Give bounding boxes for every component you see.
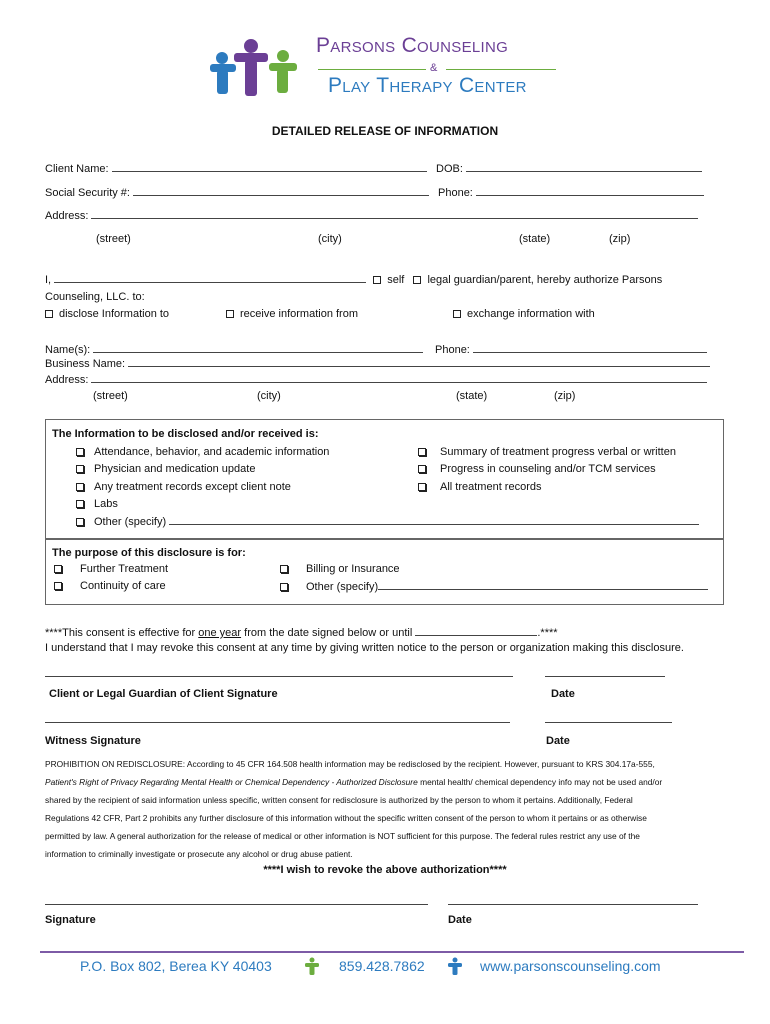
witness-date-label: Date (546, 735, 570, 747)
info-item-label: Physician and medication update (94, 463, 256, 475)
revoke-date-label: Date (448, 914, 472, 926)
info-other-field[interactable] (169, 515, 699, 525)
business-label: Business Name: (45, 358, 126, 370)
client-phone-label: Phone: (438, 187, 473, 199)
info-item-label: Summary of treatment progress verbal or written (440, 446, 676, 458)
info-item (76, 481, 291, 493)
recipient-street-caption: (street) (93, 390, 128, 402)
authorize-line2: Counseling, LLC. to: (45, 291, 145, 303)
consent-line (45, 626, 558, 639)
footer-website[interactable]: www.parsonscounseling.com (480, 958, 661, 974)
receive-option (226, 308, 358, 320)
consent-text: ****This consent is effective for (45, 627, 199, 639)
revoke-notice: I understand that I may revoke this consent at any time by giving written notice to the person or organization making this disclosure. (45, 642, 684, 654)
org-name-line2: Play Therapy Center (328, 74, 527, 97)
purpose-heading: The purpose of this disclosure is for: (52, 547, 246, 559)
recipient-phone-label: Phone: (435, 344, 470, 356)
self-checkbox[interactable] (373, 276, 381, 284)
logo-divider (318, 69, 426, 70)
client-name-row (45, 162, 427, 175)
purpose-item-other (280, 580, 708, 593)
authorizer-name-field[interactable] (54, 273, 366, 283)
revoke-signature-line[interactable] (45, 904, 428, 905)
logo-divider (446, 69, 556, 70)
legal-line: Regulations 42 CFR, Part 2 prohibits any further disclosure of this information without the specific written consent of the person to whom it pertains or as otherwise (45, 813, 647, 823)
revoke-signature-label: Signature (45, 914, 96, 926)
dob-field[interactable] (466, 162, 702, 172)
guardian-label: legal guardian/parent, hereby authorize Parsons (427, 274, 663, 286)
business-row (45, 357, 710, 370)
exchange-label: exchange information with (467, 308, 595, 320)
purpose-checkbox[interactable] (54, 565, 62, 573)
receive-label: receive information from (240, 308, 358, 320)
recipient-address-field[interactable] (91, 373, 707, 383)
info-item-label: Other (specify) (94, 516, 167, 528)
info-item (418, 463, 656, 475)
client-zip-caption: (zip) (609, 233, 631, 245)
recipient-state-caption: (state) (456, 390, 488, 402)
exchange-option (453, 308, 595, 320)
purpose-item-label: Continuity of care (80, 580, 166, 592)
info-item (418, 481, 541, 493)
info-checkbox[interactable] (76, 465, 84, 473)
client-signature-line[interactable] (45, 676, 513, 677)
recipient-names-field[interactable] (93, 343, 423, 353)
authorize-prefix: I, (45, 274, 52, 286)
recipient-names-label: Name(s): (45, 344, 91, 356)
client-phone-field[interactable] (476, 186, 704, 196)
info-item-label: Attendance, behavior, and academic information (94, 446, 330, 458)
purpose-item-label: Billing or Insurance (306, 563, 400, 575)
business-field[interactable] (128, 357, 710, 367)
info-item (76, 446, 329, 458)
purpose-item-label: Further Treatment (80, 563, 169, 575)
recipient-city-caption: (city) (257, 390, 281, 402)
footer-figure-icon (303, 957, 321, 975)
ssn-row (45, 186, 429, 199)
client-address-label: Address: (45, 210, 89, 222)
info-checkbox[interactable] (76, 483, 84, 491)
client-date-line[interactable] (545, 676, 665, 677)
purpose-item-label: Other (specify) (306, 581, 379, 593)
recipient-names-row (45, 343, 423, 356)
info-item (76, 498, 118, 510)
legal-line: information to criminally investigate or prosecute any alcohol or drug abuse patient. (45, 849, 353, 859)
disclose-option (45, 308, 169, 320)
receive-checkbox[interactable] (226, 310, 234, 318)
self-label: self (387, 274, 405, 286)
purpose-item (54, 563, 168, 575)
info-item-label: All treatment records (440, 481, 542, 493)
client-street-caption: (street) (96, 233, 131, 245)
legal-line: shared by the recipient of said information unless specific, written consent for redisclosure is authorized by the person to whom it pertains. Additionally, Federal (45, 795, 633, 805)
purpose-item (280, 563, 400, 575)
purpose-checkbox[interactable] (280, 583, 288, 591)
recipient-zip-caption: (zip) (554, 390, 576, 402)
legal-text (45, 755, 662, 863)
consent-text: .**** (537, 627, 558, 639)
revoke-heading: ****I wish to revoke the above authorization**** (263, 864, 507, 876)
recipient-phone-field[interactable] (473, 343, 707, 353)
guardian-checkbox[interactable] (413, 276, 421, 284)
revoke-date-line[interactable] (448, 904, 698, 905)
info-item-label: Any treatment records except client note (94, 481, 291, 493)
info-item (76, 463, 255, 475)
info-checkbox[interactable] (76, 518, 84, 526)
purpose-item (54, 580, 166, 592)
witness-signature-label: Witness Signature (45, 735, 141, 747)
info-checkbox[interactable] (418, 448, 426, 456)
info-item-other (76, 515, 699, 528)
purpose-checkbox[interactable] (280, 565, 288, 573)
recipient-address-row (45, 373, 707, 386)
recipient-address-label: Address: (45, 374, 89, 386)
dob-row (436, 162, 702, 175)
client-state-caption: (state) (519, 233, 551, 245)
footer-figure-icon (446, 957, 464, 975)
legal-line-rest: mental health/ chemical dependency info may not be used and/or (417, 777, 663, 787)
org-ampersand: & (430, 62, 438, 74)
dob-label: DOB: (436, 163, 463, 175)
document-title: DETAILED RELEASE OF INFORMATION (271, 124, 499, 138)
consent-until-field[interactable] (415, 626, 537, 636)
client-name-field[interactable] (112, 162, 427, 172)
info-checkbox[interactable] (76, 500, 84, 508)
legal-line (45, 773, 662, 791)
client-address-row (45, 209, 698, 222)
exchange-checkbox[interactable] (453, 310, 461, 318)
client-phone-row (438, 186, 704, 199)
client-city-caption: (city) (318, 233, 342, 245)
consent-text: from the date signed below or until (241, 627, 413, 639)
information-heading: The Information to be disclosed and/or received is: (52, 428, 319, 440)
witness-signature-line[interactable] (45, 722, 510, 723)
client-date-label: Date (551, 688, 575, 700)
info-item (418, 446, 676, 458)
info-item-label: Labs (94, 498, 118, 510)
client-signature-label: Client or Legal Guardian of Client Signature (49, 688, 278, 700)
info-checkbox[interactable] (418, 465, 426, 473)
recipient-phone-row (435, 343, 707, 356)
disclose-checkbox[interactable] (45, 310, 53, 318)
ssn-label: Social Security #: (45, 187, 130, 199)
footer-divider (40, 951, 744, 953)
org-name-line1: Parsons Counseling (316, 34, 509, 57)
legal-line: permitted by law. A general authorization for the release of medical or other information is NOT sufficient for this purpose. The federal rules restrict any use of the (45, 831, 640, 841)
disclose-label: disclose Information to (59, 308, 170, 320)
authorize-row (45, 273, 662, 286)
purpose-other-field[interactable] (378, 580, 708, 590)
footer-phone: 859.428.7862 (339, 958, 425, 974)
witness-date-line[interactable] (545, 722, 672, 723)
logo-figures-icon (208, 36, 306, 98)
purpose-checkbox[interactable] (54, 582, 62, 590)
info-checkbox[interactable] (76, 448, 84, 456)
legal-line: PROHIBITION ON REDISCLOSURE: According to 45 CFR 164.508 health information may be redisclosed by the recipient. However, pursuant to KRS 304.17a-555, (45, 759, 655, 769)
consent-duration: one year (198, 627, 242, 639)
client-address-field[interactable] (91, 209, 698, 219)
info-item-label: Progress in counseling and/or TCM services (440, 463, 656, 475)
info-checkbox[interactable] (418, 483, 426, 491)
ssn-field[interactable] (133, 186, 429, 196)
legal-statute-title: Patient's Right of Privacy Regarding Mental Health or Chemical Dependency - Authorized Disclosure (45, 777, 418, 787)
footer-address: P.O. Box 802, Berea KY 40403 (80, 958, 272, 974)
client-name-label: Client Name: (45, 163, 109, 175)
